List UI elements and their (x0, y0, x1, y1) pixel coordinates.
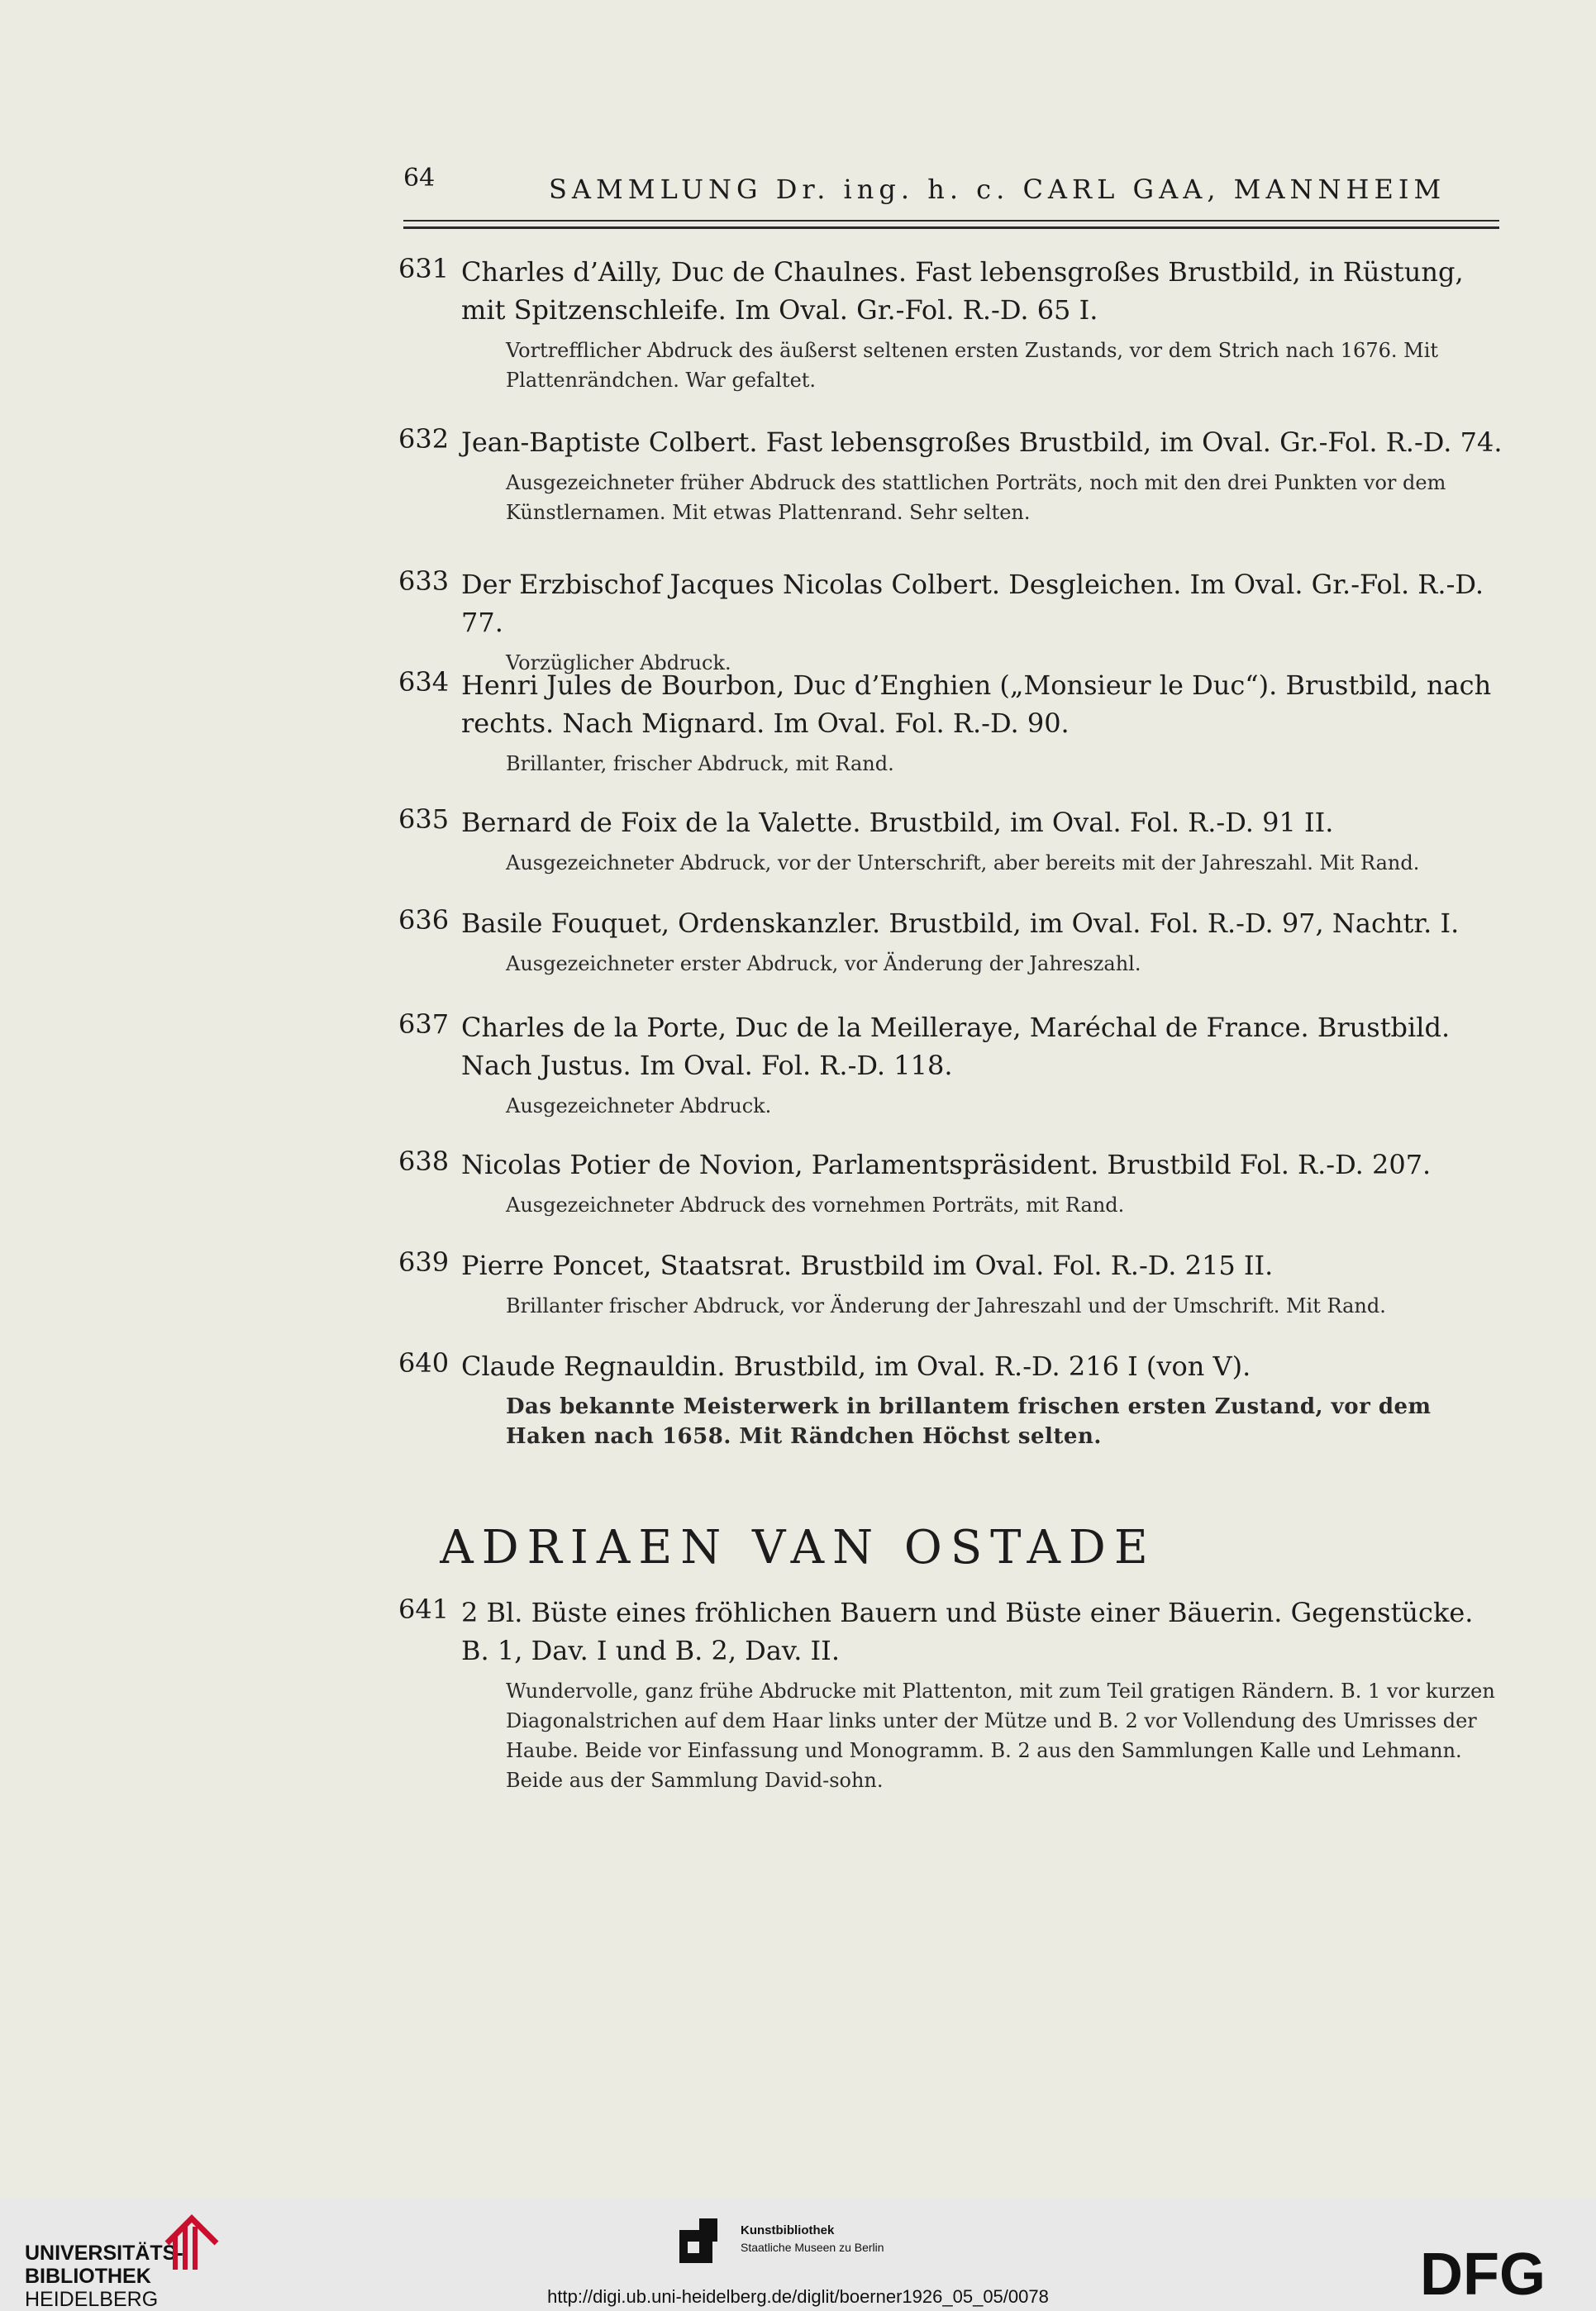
entry-title: Claude Regnauldin. Brustbild, im Oval. R.-D. 216 I (von V). (461, 1351, 1251, 1382)
entry-note: Brillanter, frischer Abdruck, mit Rand. (506, 752, 894, 775)
entry-number: 631 (398, 253, 450, 284)
entry-note: Ausgezeichneter Abdruck, vor der Unterschrift, aber bereits mit der Jahreszahl. Mit Rand. (506, 851, 1420, 874)
catalog-entry-634 (398, 666, 1506, 779)
entry-note: Wundervolle, ganz frühe Abdrucke mit Plattenton, mit zum Teil gratigen Rändern. B. 1 vor kurzen Diagonalstrichen auf dem Haar links unter der Mütze und B. 2 vor Vollendung des Umrisses der Haube. Beide vor Einfassung und Monogramm. B. 2 aus den Sammlungen Kalle und Lehmann. Beide aus der Sammlung David-sohn. (506, 1680, 1495, 1792)
entry-number: 636 (398, 904, 450, 936)
entry-title: Charles de la Porte, Duc de la Meilleraye, Maréchal de France. Brustbild. Nach Justus. Im Oval. Fol. R.-D. 118. (461, 1012, 1451, 1081)
entry-number: 640 (398, 1347, 450, 1379)
entry-note: Vorzüglicher Abdruck. (506, 651, 731, 674)
catalog-entry-633 (398, 565, 1506, 678)
section-heading: ADRIAEN VAN OSTADE (440, 1521, 1156, 1575)
catalog-entry-635 (398, 803, 1506, 878)
kb-line-2: Staatliche Museen zu Berlin (741, 2241, 884, 2254)
entry-title: Basile Fouquet, Ordenskanzler. Brustbild, im Oval. Fol. R.-D. 97, Nachtr. I. (461, 908, 1460, 939)
entry-title: Der Erzbischof Jacques Nicolas Colbert. Desgleichen. Im Oval. Gr.-Fol. R.-D. 77. (461, 569, 1484, 638)
entry-title: Pierre Poncet, Staatsrat. Brustbild im Oval. Fol. R.-D. 215 II. (461, 1250, 1274, 1281)
header-rule (403, 220, 1499, 222)
entry-number: 635 (398, 803, 450, 835)
ub-heidelberg-logo-icon[interactable] (159, 2210, 225, 2276)
entry-number: 633 (398, 565, 450, 597)
entry-note: Das bekannte Meisterwerk in brillantem frischen ersten Zustand, vor dem Haken nach 1658. Mit Rändchen Höchst selten. (506, 1394, 1432, 1449)
catalog-entry-639 (398, 1246, 1506, 1321)
entry-title: Nicolas Potier de Novion, Parlamentspräsident. Brustbild Fol. R.-D. 207. (461, 1149, 1432, 1180)
entry-number: 639 (398, 1246, 450, 1278)
document-url[interactable]: http://digi.ub.uni-heidelberg.de/diglit/boerner1926_05_05/0078 (547, 2286, 1049, 2307)
ub-line-2: BIBLIOTHEK (25, 2265, 151, 2288)
entry-note: Ausgezeichneter erster Abdruck, vor Änderung der Jahreszahl. (506, 952, 1141, 975)
entry-number: 634 (398, 666, 450, 698)
kunstbibliothek-logo-icon[interactable] (679, 2218, 731, 2266)
catalog-entry-632 (398, 423, 1506, 527)
kb-line-1: Kunstbibliothek (741, 2223, 835, 2237)
entry-title: Charles d’Ailly, Duc de Chaulnes. Fast lebensgroßes Brustbild, in Rüstung, mit Spitzenschleife. Im Oval. Gr.-Fol. R.-D. 65 I. (461, 256, 1464, 326)
dfg-logo-text: DFG (1420, 2245, 1546, 2303)
catalog-entry-636 (398, 904, 1506, 979)
entry-note: Ausgezeichneter Abdruck des vornehmen Porträts, mit Rand. (506, 1194, 1125, 1217)
catalog-entry-641 (398, 1594, 1506, 1795)
kunstbibliothek-label[interactable] (741, 2222, 884, 2256)
catalog-entry-631 (398, 253, 1506, 395)
header-rule-double (403, 226, 1499, 229)
catalog-entry-638 (398, 1146, 1506, 1220)
viewer-footer (0, 2199, 1596, 2311)
entry-title: 2 Bl. Büste eines fröhlichen Bauern und Büste einer Bäuerin. Gegenstücke. B. 1, Dav. I und B. 2, Dav. II. (461, 1597, 1474, 1666)
entry-number: 638 (398, 1146, 450, 1177)
entry-note: Ausgezeichneter früher Abdruck des stattlichen Porträts, noch mit den drei Punkten vor dem Künstlernamen. Mit etwas Plattenrand. Sehr selten. (506, 471, 1446, 524)
entry-title: Bernard de Foix de la Valette. Brustbild, im Oval. Fol. R.-D. 91 II. (461, 807, 1334, 838)
entry-note: Vortrefflicher Abdruck des äußerst seltenen ersten Zustands, vor dem Strich nach 1676. Mit Plattenrändchen. War gefaltet. (506, 339, 1439, 392)
ub-line-1: UNIVERSITÄTS- (25, 2242, 183, 2265)
entry-title: Jean-Baptiste Colbert. Fast lebensgroßes Brustbild, im Oval. Gr.-Fol. R.-D. 74. (461, 426, 1503, 458)
entry-number: 632 (398, 423, 450, 455)
running-head: SAMMLUNG Dr. ing. h. c. CARL GAA, MANNHEIM (549, 174, 1446, 205)
entry-number: 641 (398, 1594, 450, 1625)
ub-line-3: HEIDELBERG (25, 2288, 159, 2311)
entry-note: Ausgezeichneter Abdruck. (506, 1094, 772, 1117)
entry-note: Brillanter frischer Abdruck, vor Änderung der Jahreszahl und der Umschrift. Mit Rand. (506, 1294, 1386, 1318)
catalog-entry-637 (398, 1008, 1506, 1121)
page-number: 64 (403, 164, 436, 193)
catalog-entry-640 (398, 1347, 1506, 1451)
entry-number: 637 (398, 1008, 450, 1040)
entry-title: Henri Jules de Bourbon, Duc d’Enghien („Monsieur le Duc“). Brustbild, nach rechts. Nach Mignard. Im Oval. Fol. R.-D. 90. (461, 669, 1492, 739)
